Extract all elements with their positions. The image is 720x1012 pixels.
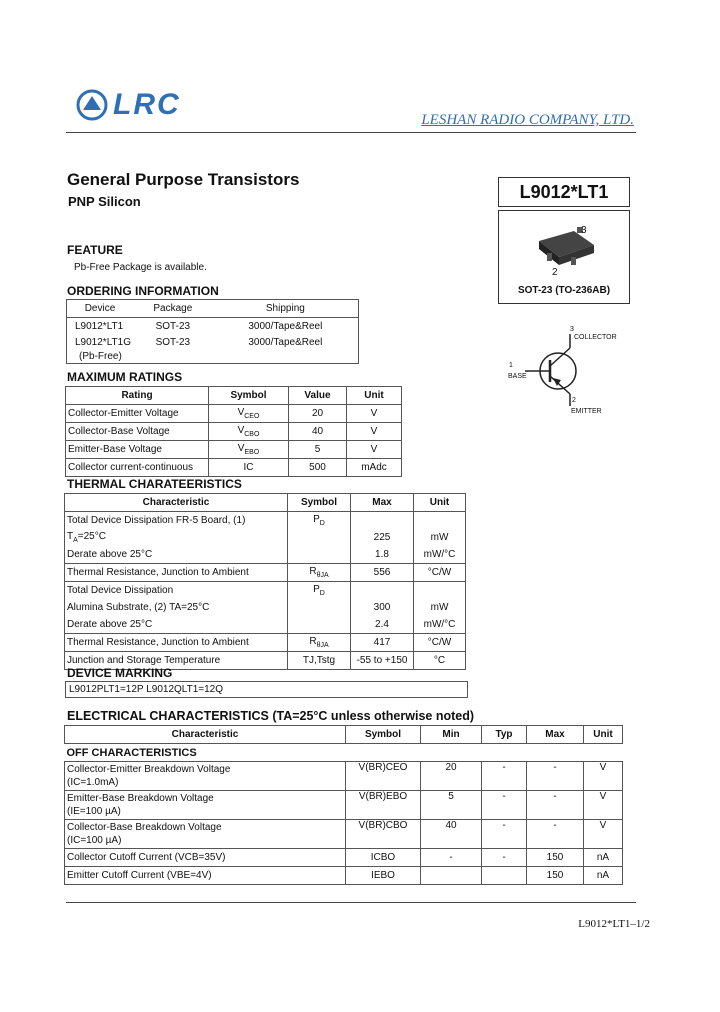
char-line2: (IC=1.0mA) (67, 777, 119, 788)
table-cell (351, 582, 414, 600)
table-cell: - (527, 820, 584, 849)
max-ratings-header-row (66, 387, 402, 405)
table-cell: 20 (289, 405, 347, 423)
symbol-sub: CEO (244, 413, 260, 420)
symbol-main: P (313, 514, 320, 525)
table-cell: Total Device Dissipation (65, 582, 288, 600)
thermal-col-characteristic: Characteristic (65, 494, 288, 512)
table-cell (288, 582, 351, 600)
char-line1: Collector-Base Breakdown Voltage (67, 822, 222, 833)
symbol-sub: θJA (316, 642, 329, 649)
table-cell: °C/W (414, 564, 466, 582)
table-cell: mW/°C (414, 546, 466, 564)
sot23-package-icon (499, 211, 629, 283)
table-cell: V (584, 791, 623, 820)
table-cell: - (482, 820, 527, 849)
table-cell (65, 762, 346, 791)
package-label: SOT-23 (TO-236AB) (517, 285, 611, 296)
symbol-sub: D (319, 520, 325, 527)
table-cell: 2.4 (351, 616, 414, 634)
table-cell: Thermal Resistance, Junction to Ambient (65, 634, 288, 652)
table-cell (65, 791, 346, 820)
table-cell: °C/W (414, 634, 466, 652)
ordering-header-row (67, 300, 359, 318)
table-cell: 1.8 (351, 546, 414, 564)
max-col-rating: Rating (66, 387, 209, 405)
symbol-sub: D (319, 590, 325, 597)
lrc-logo-icon (75, 88, 111, 124)
table-cell: V(BR)CBO (346, 820, 421, 849)
table-cell: nA (584, 849, 623, 867)
table-cell: - (482, 849, 527, 867)
table-cell: V (347, 441, 402, 459)
table-cell: SOT-23 (155, 321, 191, 332)
table-cell: - (421, 849, 482, 867)
electrical-heading: ELECTRICAL CHARACTERISTICS (TA=25°C unless otherwise noted) (67, 709, 475, 723)
table-cell (421, 867, 482, 885)
table-row (65, 867, 623, 885)
table-cell: mW (414, 529, 466, 546)
table-row (67, 318, 359, 336)
table-cell: V (347, 423, 402, 441)
table-row (65, 546, 466, 564)
schematic-emitter-label: EMITTER (571, 408, 602, 415)
table-cell (209, 441, 289, 459)
table-row (67, 349, 359, 364)
table-cell: (Pb-Free) (79, 350, 122, 362)
table-cell: V (584, 762, 623, 791)
table-cell: Junction and Storage Temperature (65, 652, 288, 670)
schematic-base-label: BASE (508, 373, 527, 380)
thermal-heading: THERMAL CHARATEERISTICS (67, 477, 242, 491)
transistor-schematic (505, 326, 625, 416)
table-cell: mAdc (347, 459, 402, 477)
table-cell (65, 529, 288, 546)
table-cell: L9012*LT1G (75, 336, 131, 348)
table-cell: 40 (289, 423, 347, 441)
ordering-table (66, 299, 359, 364)
thermal-header-row (65, 494, 466, 512)
table-row (65, 849, 623, 867)
table-cell: V (584, 820, 623, 849)
table-cell: 500 (289, 459, 347, 477)
feature-text: Pb-Free Package is available. (74, 262, 207, 273)
marking-text: L9012PLT1=12P L9012QLT1=12Q (65, 681, 468, 698)
thermal-col-symbol: Symbol (288, 494, 351, 512)
page-footer: L9012*LT1–1/2 (578, 918, 650, 930)
table-cell: L9012*LT1 (75, 321, 124, 332)
footer-divider (66, 902, 636, 903)
table-row (66, 441, 402, 459)
table-cell: Collector-Emitter Voltage (66, 405, 209, 423)
max-col-symbol: Symbol (209, 387, 289, 405)
table-cell: Collector current-continuous (66, 459, 209, 477)
table-cell: Derate above 25°C (65, 546, 288, 564)
symbol-main: V (237, 425, 245, 436)
table-cell: 3000/Tape&Reel (248, 321, 323, 332)
table-row (65, 599, 466, 616)
table-cell: 20 (421, 762, 482, 791)
package-box (498, 210, 630, 304)
schematic-collector-label: COLLECTOR (574, 334, 617, 341)
char-tail: =25°C (77, 531, 106, 542)
char-line2: (IE=100 µA) (67, 806, 121, 817)
table-cell (65, 820, 346, 849)
thermal-col-max: Max (351, 494, 414, 512)
elec-col-symbol: Symbol (346, 726, 421, 744)
table-cell (414, 582, 466, 600)
table-cell: -55 to +150 (351, 652, 414, 670)
symbol-sub: θJA (316, 572, 329, 579)
page-title: General Purpose Transistors (67, 170, 300, 189)
schematic-pin2: 2 (572, 397, 576, 404)
symbol-main: V (237, 407, 245, 418)
table-row (66, 459, 402, 477)
company-name: LESHAN RADIO COMPANY, LTD. (421, 112, 634, 128)
table-cell (351, 512, 414, 530)
elec-col-typ: Typ (482, 726, 527, 744)
electrical-table (64, 725, 623, 885)
table-row (65, 564, 466, 582)
table-cell: 556 (351, 564, 414, 582)
ordering-heading: ORDERING INFORMATION (67, 284, 219, 298)
table-cell: - (527, 791, 584, 820)
table-cell: 150 (527, 849, 584, 867)
table-cell (213, 349, 359, 364)
header-divider (66, 132, 636, 133)
table-cell: - (482, 791, 527, 820)
company-logo (75, 88, 200, 128)
table-cell (209, 405, 289, 423)
table-cell: SOT-23 (155, 336, 191, 348)
elec-col-min: Min (421, 726, 482, 744)
schematic-pin3: 3 (570, 326, 574, 333)
table-cell: 5 (421, 791, 482, 820)
table-cell (288, 546, 351, 564)
table-cell (288, 529, 351, 546)
table-cell: Total Device Dissipation FR-5 Board, (1) (65, 512, 288, 530)
table-cell (288, 564, 351, 582)
max-col-unit: Unit (347, 387, 402, 405)
table-cell: V(BR)CEO (346, 762, 421, 791)
table-cell: nA (584, 867, 623, 885)
max-ratings-heading: MAXIMUM RATINGS (67, 370, 183, 384)
table-cell (288, 512, 351, 530)
char-line1: Collector-Emitter Breakdown Voltage (67, 764, 231, 775)
electrical-header-row (65, 726, 623, 744)
ordering-col-device: Device (84, 303, 116, 314)
off-characteristics-row (65, 744, 623, 762)
table-row (65, 634, 466, 652)
table-cell (288, 634, 351, 652)
table-cell: TJ,Tstg (288, 652, 351, 670)
table-cell (288, 599, 351, 616)
elec-col-characteristic: Characteristic (65, 726, 346, 744)
symbol-main: P (313, 584, 320, 595)
table-cell: 40 (421, 820, 482, 849)
table-cell: Emitter Cutoff Current (VBE=4V) (65, 867, 346, 885)
elec-col-unit: Unit (584, 726, 623, 744)
table-cell: - (527, 762, 584, 791)
table-cell: IEBO (346, 867, 421, 885)
table-cell: - (482, 762, 527, 791)
table-row (65, 616, 466, 634)
table-cell: ICBO (346, 849, 421, 867)
marking-heading: DEVICE MARKING (67, 666, 173, 680)
char-main: T (67, 531, 74, 542)
feature-heading: FEATURE (67, 243, 123, 257)
max-ratings-table (65, 386, 402, 477)
thermal-table (64, 493, 466, 670)
table-cell: mW/°C (414, 616, 466, 634)
logo-text: LRC (113, 88, 181, 121)
table-cell (482, 867, 527, 885)
symbol-main: R (309, 636, 317, 647)
table-row (66, 405, 402, 423)
char-line2: (IC=100 µA) (67, 835, 122, 846)
table-cell: Thermal Resistance, Junction to Ambient (65, 564, 288, 582)
off-characteristics-heading: OFF CHARACTERISTICS (65, 744, 623, 762)
schematic-pin1: 1 (509, 362, 513, 369)
table-row (67, 335, 359, 349)
page-subtitle: PNP Silicon (68, 194, 141, 209)
table-row (65, 820, 623, 849)
thermal-col-unit: Unit (414, 494, 466, 512)
table-row (65, 762, 623, 791)
table-cell: V (347, 405, 402, 423)
table-row (65, 582, 466, 600)
ordering-col-shipping: Shipping (265, 303, 305, 314)
table-row (66, 423, 402, 441)
package-pin3-label: 3 (581, 225, 587, 236)
symbol-main: R (309, 566, 317, 577)
table-cell: 5 (289, 441, 347, 459)
package-pin2-label: 2 (552, 267, 558, 278)
table-cell: 225 (351, 529, 414, 546)
table-cell: V(BR)EBO (346, 791, 421, 820)
part-number-box: L9012*LT1 (498, 177, 630, 207)
table-cell: 3000/Tape&Reel (248, 336, 323, 348)
symbol-sub: EBO (244, 449, 260, 456)
elec-col-max: Max (527, 726, 584, 744)
table-cell (133, 349, 213, 364)
table-cell (209, 423, 289, 441)
table-cell: 300 (351, 599, 414, 616)
char-sub: A (73, 537, 78, 544)
table-cell: mW (414, 599, 466, 616)
table-cell: Collector-Base Voltage (66, 423, 209, 441)
table-cell: IC (209, 459, 289, 477)
table-cell: °C (414, 652, 466, 670)
table-cell (288, 616, 351, 634)
table-cell: 150 (527, 867, 584, 885)
char-line1: Emitter-Base Breakdown Voltage (67, 793, 214, 804)
table-cell (414, 512, 466, 530)
symbol-main: V (237, 443, 245, 454)
symbol-sub: CBO (244, 431, 260, 438)
table-cell: 417 (351, 634, 414, 652)
table-row (65, 791, 623, 820)
table-cell: Collector Cutoff Current (VCB=35V) (65, 849, 346, 867)
table-row (65, 529, 466, 546)
table-cell: Emitter-Base Voltage (66, 441, 209, 459)
table-row (65, 512, 466, 530)
table-cell: Alumina Substrate, (2) TA=25°C (65, 599, 288, 616)
ordering-col-package: Package (153, 303, 193, 314)
table-cell: Derate above 25°C (65, 616, 288, 634)
max-col-value: Value (289, 387, 347, 405)
